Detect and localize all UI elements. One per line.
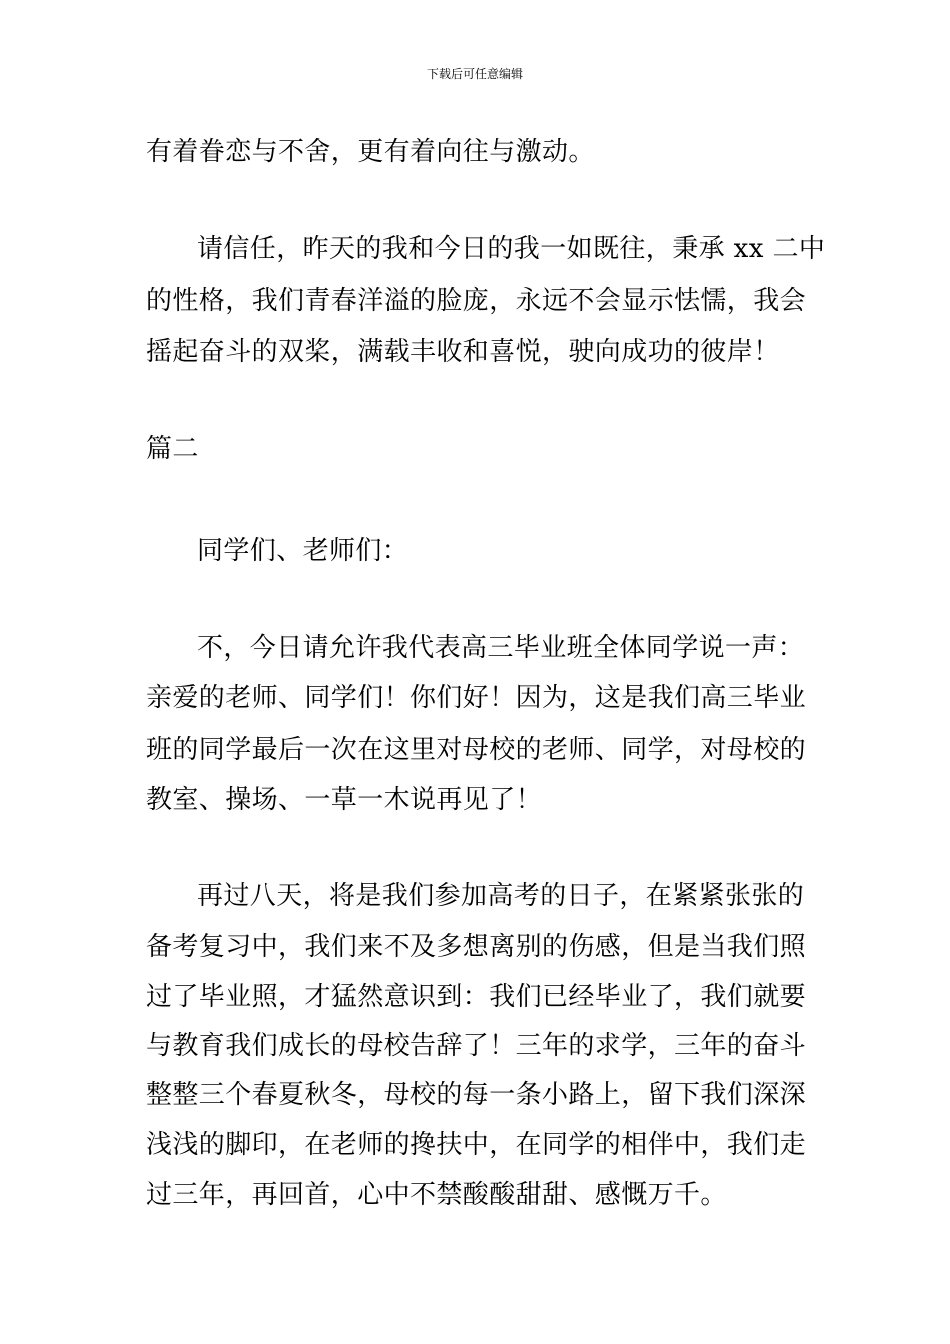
paragraph-line: 的性格，我们青春洋溢的脸庞，永远不会显示怯懦，我会 [146, 286, 807, 316]
paragraph-line: 与教育我们成长的母校告辞了！三年的求学，三年的奋斗 [146, 1031, 807, 1061]
paragraph-line: 班的同学最后一次在这里对母校的老师、同学，对母校的 [146, 735, 807, 765]
paragraph-line: 整整三个春夏秋冬，母校的每一条小路上，留下我们深深 [146, 1080, 807, 1110]
page-header: 下载后可任意编辑 [426, 67, 523, 81]
paragraph-line: 摇起奋斗的双桨，满载丰收和喜悦，驶向成功的彼岸！ [146, 337, 780, 367]
salutation-line: 同学们、老师们： [197, 536, 409, 566]
paragraph-line: 过了毕业照，才猛然意识到：我们已经毕业了，我们就要 [146, 982, 807, 1012]
paragraph-line: 亲爱的老师、同学们！你们好！因为，这是我们高三毕业 [146, 683, 807, 713]
paragraph-line: 请信任，昨天的我和今日的我一如既往，秉承 xx 二中 [197, 234, 826, 264]
paragraph-line: 浅浅的脚印，在老师的搀扶中，在同学的相伴中，我们走 [146, 1130, 807, 1160]
paragraph-line: 不，今日请允许我代表高三毕业班全体同学说一声： [197, 633, 805, 663]
paragraph-line: 再过八天，将是我们参加高考的日子，在紧紧张张的 [197, 881, 805, 911]
paragraph-line: 过三年，再回首，心中不禁酸酸甜甜、感慨万千。 [146, 1180, 727, 1210]
section-heading: 篇二 [146, 434, 199, 464]
paragraph-line: 有着眷恋与不舍，更有着向往与激动。 [146, 137, 595, 167]
paragraph-line: 备考复习中，我们来不及多想离别的伤感，但是当我们照 [146, 932, 807, 962]
paragraph-line: 教室、操场、一草一木说再见了！ [146, 785, 543, 815]
